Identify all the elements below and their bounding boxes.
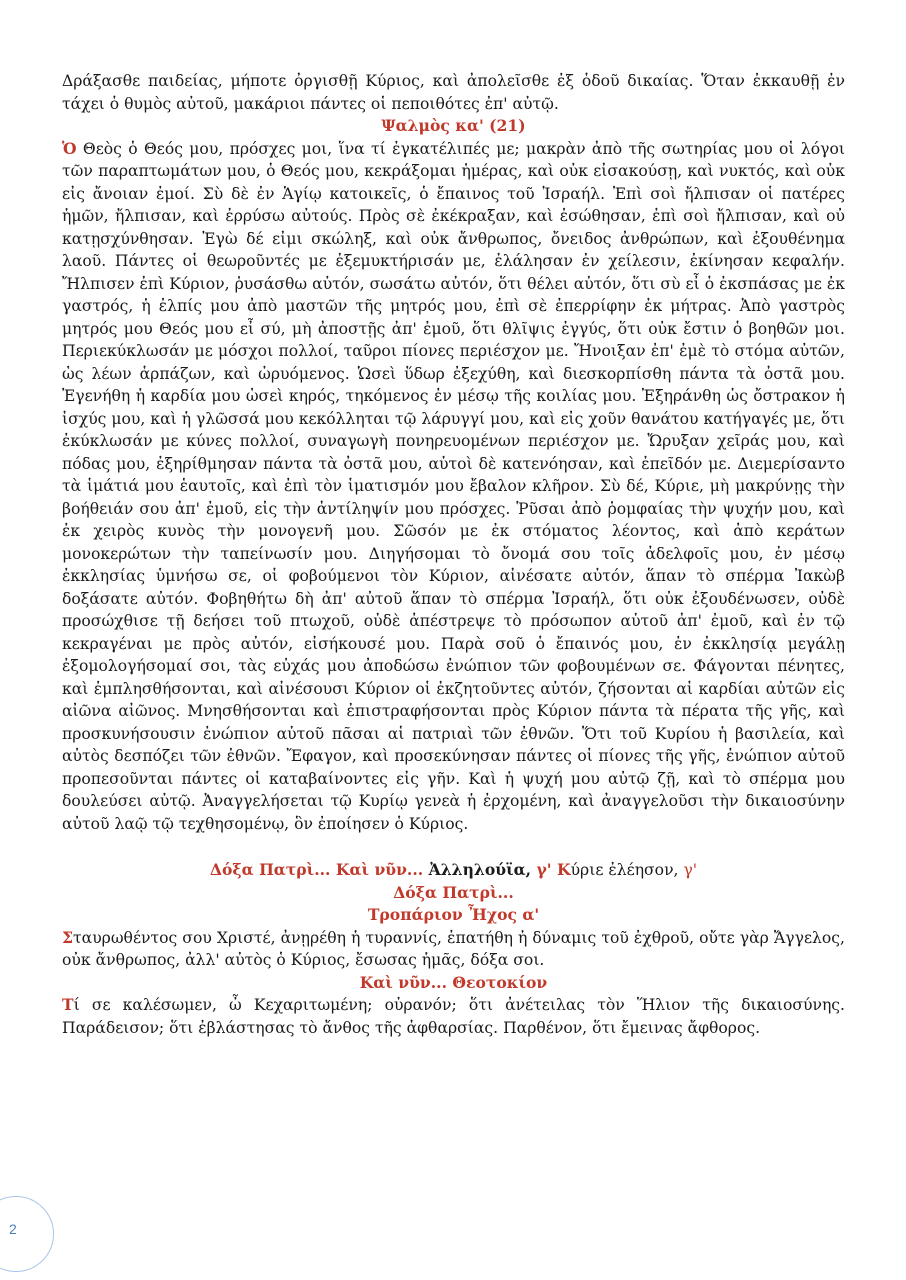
page-content (62, 70, 845, 1039)
spacer (62, 835, 845, 859)
theotokion-heading: Καὶ νῦν... Θεοτοκίον (359, 972, 548, 992)
psalm-heading: Ψαλμὸς κα' (21) (381, 116, 526, 135)
page-number: 2 (9, 1221, 17, 1237)
theotokion-drop-cap: Τ (62, 995, 74, 1014)
gamma-mark: γ' (531, 860, 557, 879)
page-number-badge (0, 1196, 54, 1272)
theotokion-paragraph (62, 994, 845, 1039)
troparion-paragraph (62, 927, 845, 972)
psalm-body: Θεὸς ὁ Θεός μου, πρόσχες μοι, ἵνα τί ἐγκατέλιπές με; μακρὰν ἀπὸ τῆς σωτηρίας μου οἱ λόγοι τῶν παραπτωμάτων μου, ὁ Θεός μου, κεκράξομαι ἡμέρας, καὶ οὐκ εἰσακούσῃ, καὶ νυκτός, καὶ οὐκ εἰς ἄνοιαν ἐμοί. Σὺ δὲ ἐν Ἁγίῳ κατοικεῖς, ὁ ἔπαινος τοῦ Ἰσραήλ. Ἐπὶ σοὶ ἤλπισαν οἱ πατέρες ἡμῶν, ἤλπισαν, καὶ ἐρρύσω αὐτούς. Πρὸς σὲ ἐκέκραξαν, καὶ ἐσώθησαν, ἐπὶ σοὶ ἤλπισαν, καὶ οὐ κατῃσχύνθησαν. Ἐγὼ δέ εἰμι σκώληξ, καὶ οὐκ ἄνθρωπος, ὄνειδος ἀνθρώπων, καὶ ἐξουθένημα λαοῦ. Πάντες οἱ θεωροῦντές με ἐξεμυκτήρισάν με, ἐλάλησαν ἐν χείλεσιν, ἐκίνησαν κεφαλήν. Ἤλπισεν ἐπὶ Κύριον, ῥυσάσθω αὐτόν, σωσάτω αὐτόν, ὅτι θέλει αὐτόν, ὅτι σὺ εἶ ὁ ἐκσπάσας με ἐκ γαστρός, ἡ ἐλπίς μου ἀπὸ μαστῶν τῆς μητρός μου, ἐπὶ σὲ ἐπερρίφην ἐκ μήτρας. Ἀπὸ γαστρὸς μητρός μου Θεός μου εἶ σύ, μὴ ἀποστῇς ἀπ' ἐμοῦ, ὅτι θλῖψις ἐγγύς, ὅτι οὐκ ἔστιν ὁ βοηθῶν μοι. Περιεκύκλωσάν με μόσχοι πολλοί, ταῦροι πίονες περιέσχον με. Ἤνοιξαν ἐπ' ἐμὲ τὸ στόμα αὐτῶν, ὡς λέων ἁρπάζων, καὶ ὠρυόμενος. Ὡσεὶ ὕδωρ ἐξεχύθη, καὶ διεσκορπίσθη πάντα τὰ ὀστᾶ μου. Ἐγενήθη ἡ καρδία μου ὡσεὶ κηρός, τηκόμενος ἐν μέσῳ τῆς κοιλίας μου. Ἐξηράνθη ὡς ὄστρακον ἡ ἰσχύς μου, καὶ ἡ γλῶσσά μου κεκόλληται τῷ λάρυγγί μου, καὶ εἰς χοῦν θανάτου κατήγαγές με, ὅτι ἐκύκλωσάν με κύνες πολλοί, συναγωγὴ πονηρευομένων περιέσχον με. Ὤρυξαν χεῖράς μου, καὶ πόδας μου, ἐξηρίθμησαν πάντα τὰ ὀστᾶ μου, αὐτοὶ δὲ κατενόησαν, καὶ ἐπεῖδόν με. Διεμερίσαντο τὰ ἱμάτιά μου ἑαυτοῖς, καὶ ἐπὶ τὸν ἱματισμόν μου ἔβαλον κλῆρον. Σὺ δέ, Κύριε, μὴ μακρύνῃς τὴν βοήθειάν σου ἀπ' ἐμοῦ, εἰς τὴν ἀντίληψίν μου πρόσχες. Ῥῦσαι ἀπὸ ῥομφαίας τὴν ψυχήν μου, καὶ ἐκ χειρὸς κυνὸς τὴν μονογενῆ μου. Σῶσόν με ἐκ στόματος λέοντος, καὶ ἀπὸ κεράτων μονοκερώτων τὴν ταπείνωσίν μου. Διηγήσομαι τὸ ὄνομά σου τοῖς ἀδελφοῖς μου, ἐν μέσῳ ἐκκλησίας ὑμνήσω σε, οἱ φοβούμενοι τὸν Κύριον, αἰνέσατε αὐτόν, ἅπαν τὸ σπέρμα Ἰακὼβ δοξάσατε αὐτόν. Φοβηθήτω δὴ ἀπ' αὐτοῦ ἅπαν τὸ σπέρμα Ἰσραήλ, ὅτι οὐκ ἐξουδένωσεν, οὐδὲ προσώχθισε τῇ δεήσει τοῦ πτωχοῦ, οὐδὲ ἀπέστρεψε τὸ πρόσωπον αὐτοῦ ἀπ' ἐμοῦ, καὶ ἐν τῷ κεκραγέναι με πρὸς αὐτόν, εἰσήκουσέ μου. Παρὰ σοῦ ὁ ἔπαινός μου, ἐν ἐκκλησίᾳ μεγάλῃ ἐξομολογήσομαί σοι, τὰς εὐχάς μου ἀποδώσω ἐνώπιον τῶν φοβουμένων σε. Φάγονται πένητες, καὶ ἐμπλησθήσονται, καὶ αἰνέσουσι Κύριον οἱ ἐκζητοῦντες αὐτόν, ζήσονται αἱ καρδίαι αὐτῶν εἰς αἰῶνα αἰῶνος. Μνησθήσονται καὶ ἐπιστραφήσονται πρὸς Κύριον πάντα τὰ πέρατα τῆς γῆς, καὶ προσκυνήσουσιν ἐνώπιον αὐτοῦ πᾶσαι αἱ πατριαὶ τῶν ἐθνῶν. Ὅτι τοῦ Κυρίου ἡ βασιλεία, καὶ αὐτὸς δεσπόζει τῶν ἐθνῶν. Ἔφαγον, καὶ προσεκύνησαν πάντες οἱ πίονες τῆς γῆς, ἐνώπιον αὐτοῦ προπεσοῦνται πάντες οἱ καταβαίνοντες εἰς γῆν. Καὶ ἡ ψυχή μου αὐτῷ ζῇ, καὶ τὸ σπέρμα μου δουλεύσει αὐτῷ. Ἀναγγελήσεται τῷ Κυρίῳ γενεὰ ἡ ἐρχομένη, καὶ ἀναγγελοῦσι τὴν δικαιοσύνην αὐτοῦ λαῷ τῷ τεχθησομένῳ, ὃν ἐποίησεν ὁ Κύριος. (62, 139, 845, 833)
kyrie-initial: Κ (557, 860, 571, 879)
kyrie-text: ύριε ἐλέησον, (570, 861, 679, 879)
troparion-heading: Τροπάριον Ἦχος α' (367, 905, 540, 924)
doxa-part: Δόξα Πατρὶ... Καὶ νῦν... (209, 860, 429, 879)
intro-paragraph: Δράξασθε παιδείας, μήποτε ὀργισθῇ Κύριος, καὶ ἀπολεῖσθε ἐξ ὁδοῦ δικαίας. Ὅταν ἐκκαυθῇ ἐν τάχει ὁ θυμὸς αὐτοῦ, μακάριοι πάντες οἱ πεποιθότες ἐπ' αὐτῷ. (62, 72, 845, 113)
psalm-drop-cap: Ὁ (62, 138, 77, 158)
troparion-drop-cap: Σ (62, 927, 74, 947)
gamma-mark: γ' (678, 861, 698, 879)
doxa-line (62, 859, 845, 882)
troparion-body: ταυρωθέντος σου Χριστέ, ἀνῃρέθη ἡ τυραννίς, ἐπατήθη ἡ δύναμις τοῦ ἐχθροῦ, οὔτε γὰρ Ἄγγελος, οὐκ ἄνθρωπος, ἀλλ' αὐτὸς ὁ Κύριος, ἔσωσας ἡμᾶς, δόξα σοι. (62, 928, 845, 969)
alleluia-text: Ἀλληλούϊα, (428, 860, 532, 879)
doxa-patri-heading: Δόξα Πατρὶ... (393, 882, 514, 902)
psalm-paragraph (62, 138, 845, 836)
theotokion-body: ί σε καλέσωμεν, ὦ Κεχαριτωμένη; οὐρανόν; ὅτι ἀνέτειλας τὸν Ἥλιον τῆς δικαιοσύνης. Παράδεισον; ὅτι ἐβλάστησας τὸ ἄνθος τῆς ἀφθαρσίας. Παρθένον, ὅτι ἔμεινας ἄφθορος. (62, 996, 845, 1037)
